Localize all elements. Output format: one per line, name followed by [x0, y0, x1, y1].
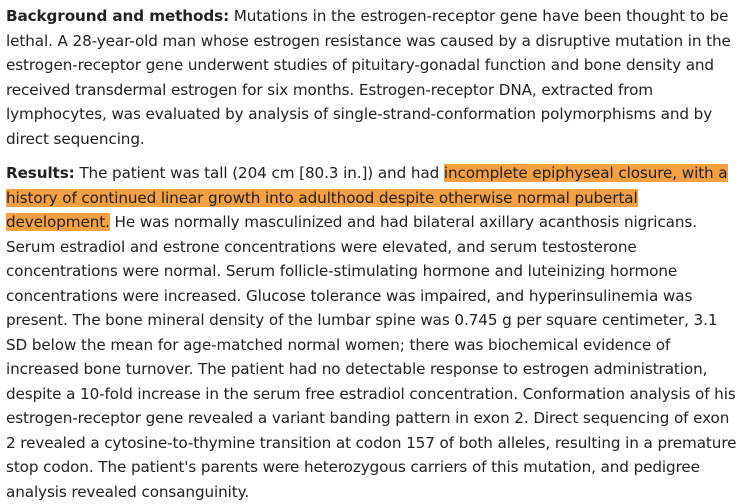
results-text-before[interactable]: The patient was tall (204 cm [80.3 in.]) and had: [74, 164, 444, 182]
results-heading: Results:: [6, 164, 75, 182]
abstract-document: [6, 4, 742, 504]
results-text-after[interactable]: He was normally masculinized and had bilateral axillary acanthosis nigricans. Serum estradiol and estrone concentrations were elevated, and serum testosterone concentrations were normal. Serum follicle-stimulating hormone and luteinizing hormone concentrations were increased. Glucose tolerance was impaired, and hyperinsulinemia was present. The bone mineral density of the lumbar spine was 0.745 g per square centimeter, 3.1 SD below the mean for age-matched normal women; there was biochemical evidence of increased bone turnover. The patient had no detectable response to estrogen administration, despite a 10-fold increase in the serum free estradiol concentration. Conformation analysis of his estrogen-receptor gene revealed a variant banding pattern in exon 2. Direct sequencing of exon 2 revealed a cytosine-to-thymine transition at codon 157 of both alleles, resulting in a premature stop codon. The patient's parents were heterozygous carriers of this mutation, and pedigree analysis revealed consanguinity.: [6, 213, 737, 501]
background-text[interactable]: Mutations in the estrogen-receptor gene have been thought to be lethal. A 28-year-old man whose estrogen resistance was caused by a disruptive mutation in the estrogen-receptor gene underwent studies of pituitary-gonadal function and bone density and received transdermal estrogen for six months. Estrogen-receptor DNA, extracted from lymphocytes, was evaluated by analysis of single-strand-conformation polymorphisms and by direct sequencing.: [6, 7, 731, 148]
background-paragraph: [6, 4, 742, 151]
background-heading: Background and methods:: [6, 7, 230, 25]
results-paragraph: [6, 161, 742, 504]
highlighted-text[interactable]: incomplete epiphyseal closure, with a history of continued linear growth into adulthood despite otherwise normal pubertal development.: [6, 164, 728, 231]
